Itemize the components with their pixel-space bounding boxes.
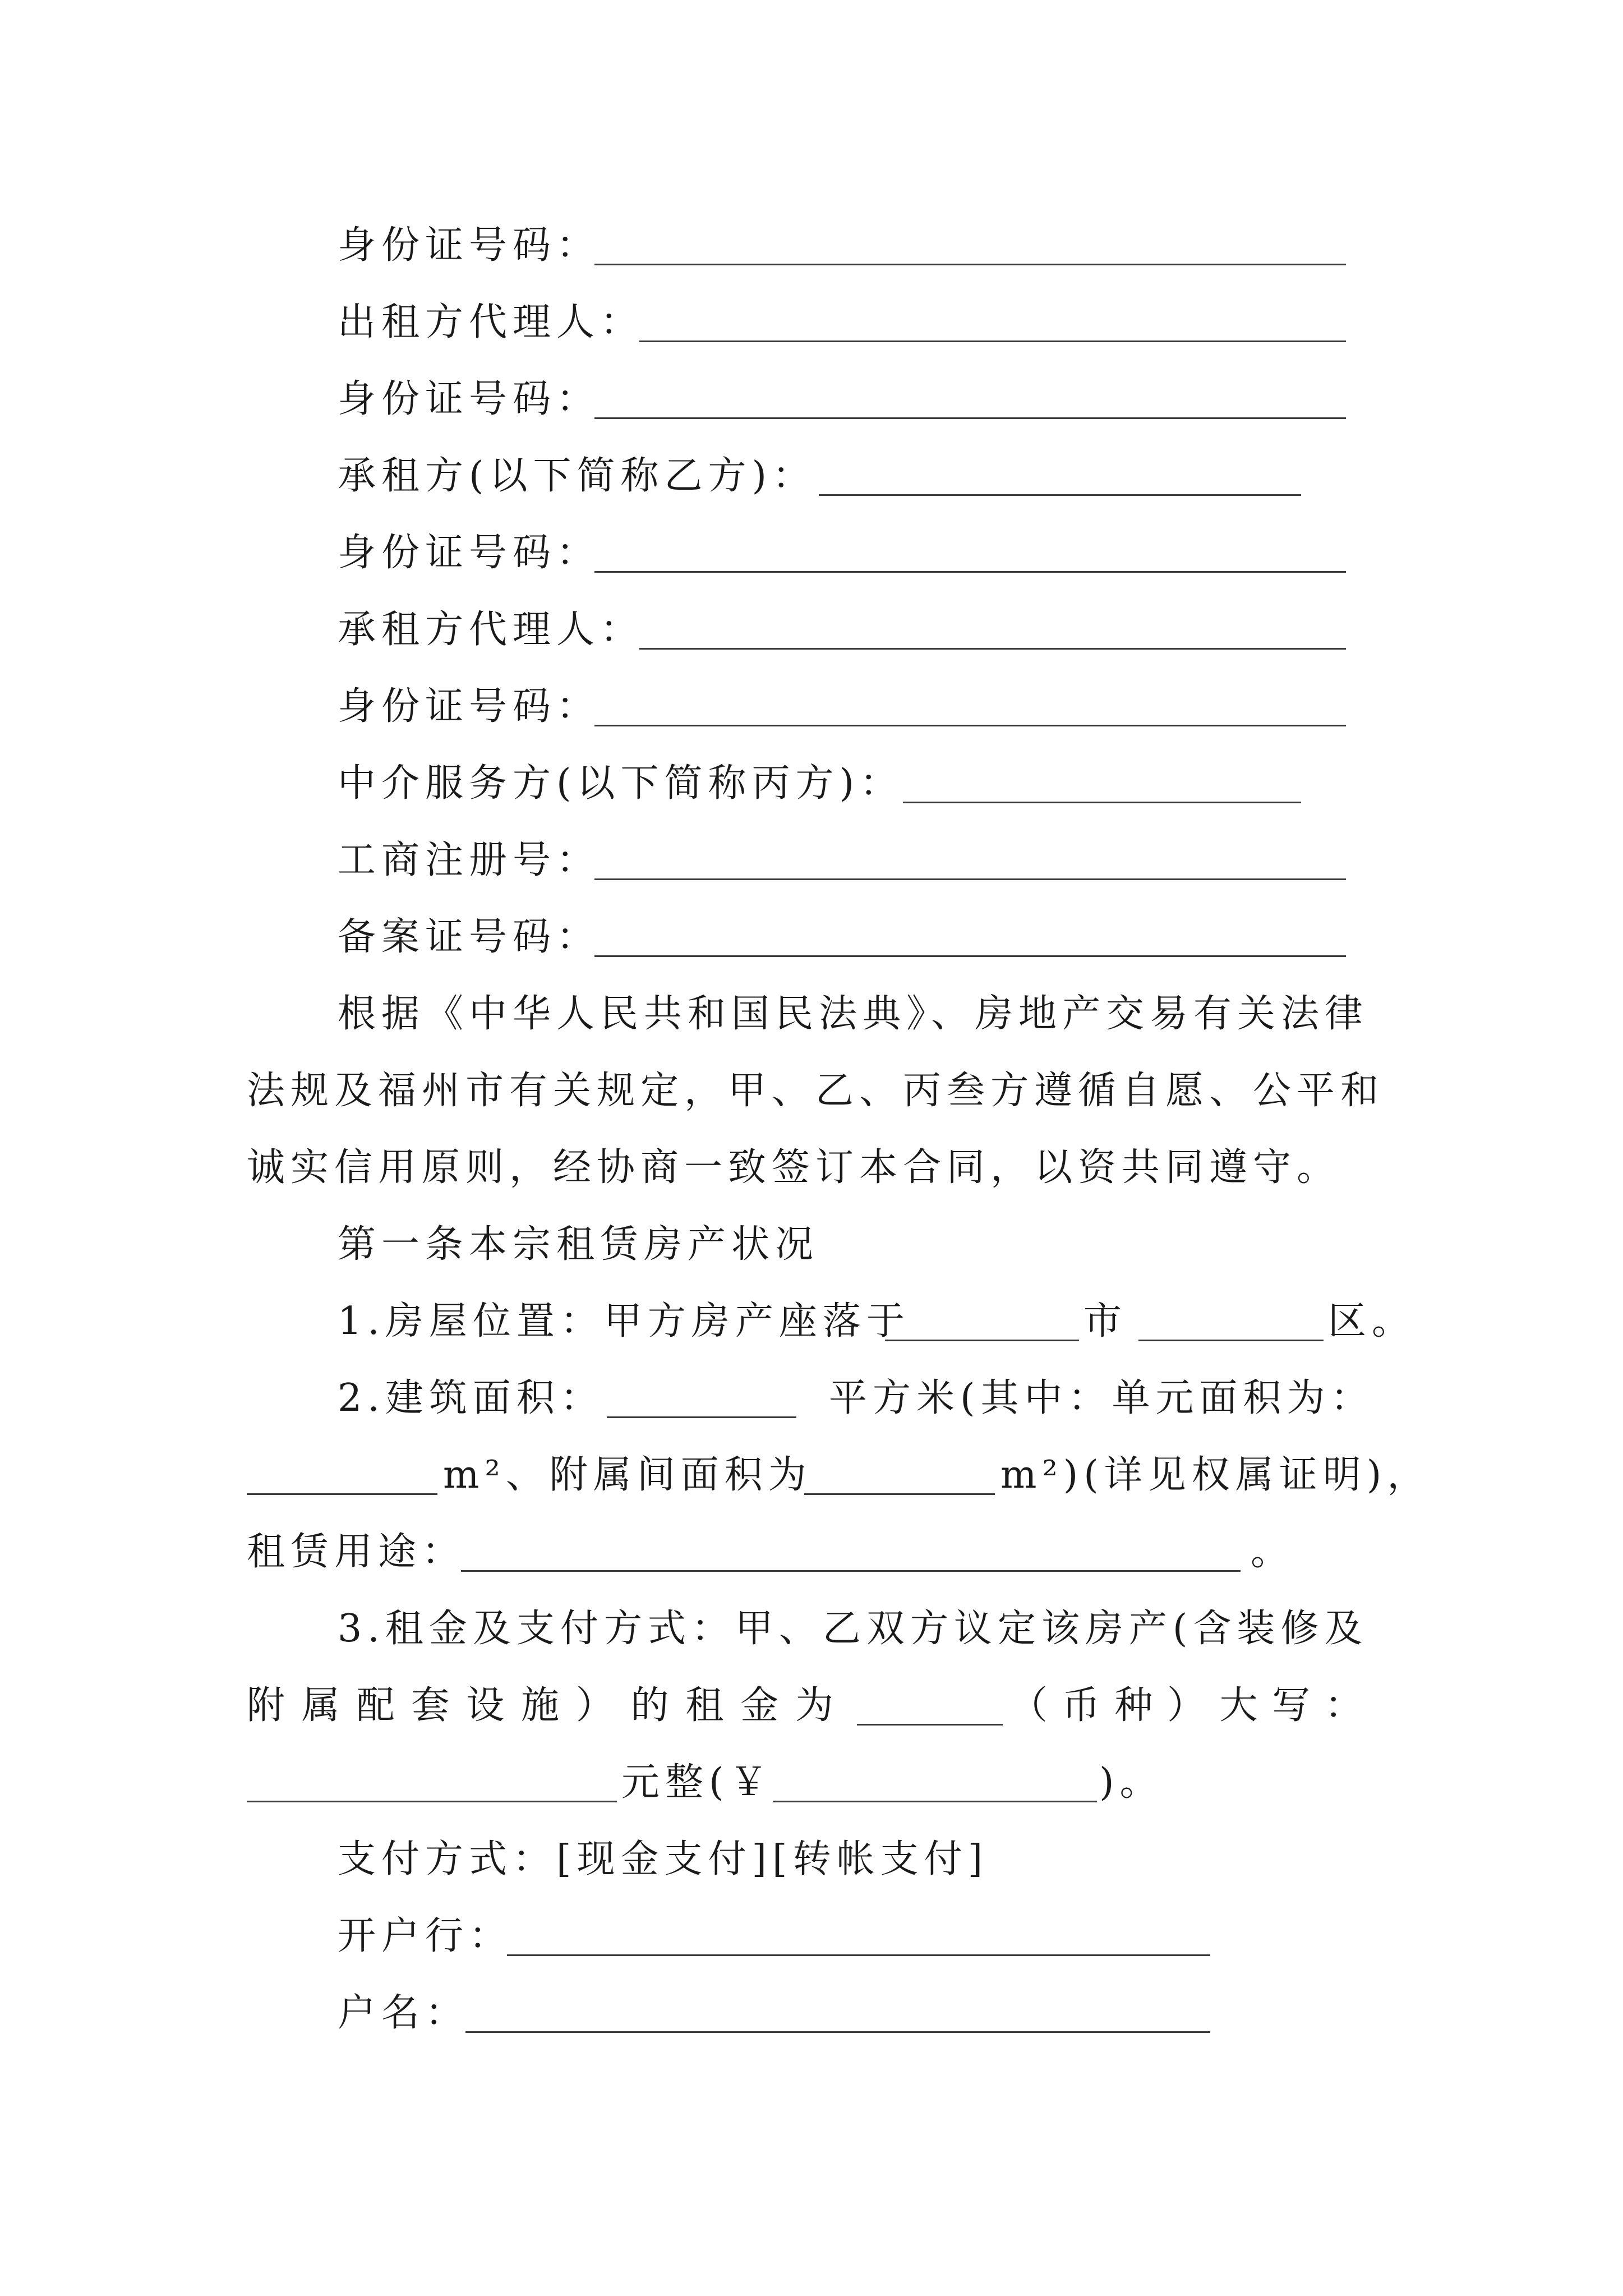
rent-char: ） xyxy=(575,1683,620,1728)
field-label: 出租方代理人： xyxy=(338,300,644,344)
field-label: 身份证号码： xyxy=(338,377,601,421)
usage-blank[interactable] xyxy=(461,1570,1241,1572)
yuan-text: 元整(￥ xyxy=(621,1760,773,1805)
rent-char: 写 xyxy=(1272,1683,1316,1728)
rent-end: )。 xyxy=(1099,1760,1164,1805)
rent-char: 施 xyxy=(520,1683,565,1728)
rent-char: ） xyxy=(1166,1683,1211,1728)
usage-label: 租赁用途： xyxy=(247,1530,466,1574)
rent-char: 币 xyxy=(1062,1683,1106,1728)
sqm-text: m²、附属间面积为 xyxy=(443,1453,812,1497)
field-label: 承租方代理人： xyxy=(338,608,644,652)
paragraph-text: 法规及福州市有关规定，甲、乙、丙叁方遵循自愿、公平和 xyxy=(247,1069,1385,1113)
payment-method-text: 支付方式：[现金支付][转帐支付] xyxy=(338,1837,989,1881)
fill-blank[interactable] xyxy=(639,341,1346,342)
rent-char: 种 xyxy=(1114,1683,1159,1728)
fill-blank[interactable] xyxy=(594,955,1346,957)
bank-blank[interactable] xyxy=(507,1954,1210,1956)
paragraph-text: 诚实信用原则，经协商一致签订本合同，以资共同遵守。 xyxy=(247,1145,1341,1190)
usage-end: 。 xyxy=(1251,1530,1295,1574)
city-blank[interactable] xyxy=(885,1340,1079,1341)
account-name-blank[interactable] xyxy=(465,2031,1210,2033)
amount-words-blank[interactable] xyxy=(247,1801,617,1802)
section-heading: 第一条本宗租赁房产状况 xyxy=(338,1222,819,1267)
field-label: 身份证号码： xyxy=(338,223,601,268)
rent-char: 为 xyxy=(795,1683,839,1728)
rent-char: 配 xyxy=(356,1683,400,1728)
rent-char: 属 xyxy=(301,1683,345,1728)
fill-blank[interactable] xyxy=(594,878,1346,880)
field-label: 身份证号码： xyxy=(338,684,601,729)
district-label: 区。 xyxy=(1328,1299,1416,1343)
bank-label: 开户行： xyxy=(338,1914,513,1958)
rent-char: 大 xyxy=(1219,1683,1264,1728)
location-label: 1.房屋位置：甲方房产座落于 xyxy=(338,1299,910,1343)
annex-area-blank[interactable] xyxy=(804,1493,995,1495)
field-label: 承租方(以下简称乙方)： xyxy=(338,454,817,498)
rent-char: 金 xyxy=(740,1683,785,1728)
sqm-suffix-text: m²)(详见权属证明)， xyxy=(1000,1453,1431,1497)
rent-char: 附 xyxy=(247,1683,291,1728)
field-label: 中介服务方(以下简称丙方)： xyxy=(338,761,904,806)
area-unit-text: 平方米(其中：单元面积为： xyxy=(829,1376,1375,1420)
paragraph-text: 根据《中华人民共和国民法典》、房地产交易有关法律 xyxy=(338,992,1369,1036)
rent-char: 租 xyxy=(685,1683,730,1728)
rent-words xyxy=(247,1683,839,1728)
area-label: 2.建筑面积： xyxy=(338,1376,604,1420)
rent-char: 的 xyxy=(630,1683,675,1728)
rent-char: （ xyxy=(1009,1683,1054,1728)
rent-char: 套 xyxy=(411,1683,455,1728)
rent-text: 3.租金及支付方式：甲、乙双方议定该房产(含装修及 xyxy=(338,1607,1368,1651)
fill-blank[interactable] xyxy=(594,571,1346,573)
unit-area-blank[interactable] xyxy=(247,1493,437,1495)
fill-blank[interactable] xyxy=(639,648,1346,650)
fill-blank[interactable] xyxy=(594,264,1346,265)
fill-blank[interactable] xyxy=(594,417,1346,419)
field-label: 备案证号码： xyxy=(338,915,601,959)
fill-blank[interactable] xyxy=(594,725,1346,726)
field-label: 身份证号码： xyxy=(338,531,601,575)
fill-blank[interactable] xyxy=(819,494,1301,496)
field-label: 工商注册号： xyxy=(338,838,601,882)
currency-blank[interactable] xyxy=(857,1724,1003,1726)
district-blank[interactable] xyxy=(1138,1340,1324,1341)
account-name-label: 户名： xyxy=(338,1991,469,2035)
rent-char: ： xyxy=(1324,1683,1368,1728)
city-label: 市 xyxy=(1083,1299,1128,1343)
area-blank[interactable] xyxy=(607,1416,796,1418)
rent-char: 设 xyxy=(466,1683,510,1728)
rent-tail xyxy=(1009,1683,1368,1728)
fill-blank[interactable] xyxy=(903,802,1301,803)
amount-figure-blank[interactable] xyxy=(773,1801,1097,1802)
